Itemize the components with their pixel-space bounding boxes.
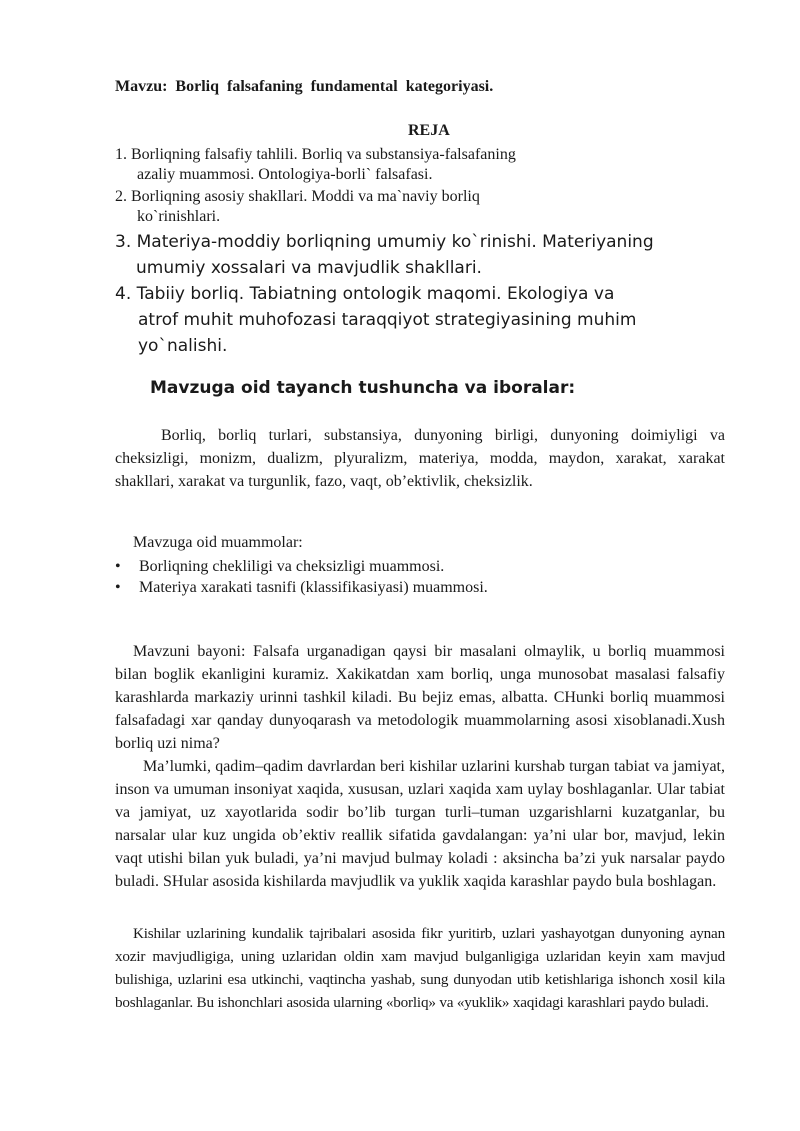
bullet-icon: • (115, 558, 121, 575)
plan-item-2-line2: ko`rinishlari. (137, 208, 221, 225)
problem-text: Borliqning chekliligi va cheksizligi muammosi. (139, 558, 445, 575)
problem-text: Materiya xarakati tasnifi (klassifikasiyasi) muammosi. (139, 579, 488, 596)
plan-item-1 (115, 145, 516, 185)
bullet-icon: • (115, 579, 121, 596)
plan-item-4-line1: 4. Tabiiy borliq. Tabiatning ontologik maqomi. Ekologiya va (115, 284, 615, 304)
plan-heading: REJA (408, 122, 450, 139)
body-paragraph-2: Ma’lumki, qadim–qadim davrlardan beri kishilar uzlarini kurshab turgan tabiat va jamiyat, inson va umuman insoniyat xaqida, xususan, uzlari xaqida xam uylay boshlaganlar. Ular tabiat va jamiyat, uz xayotlarida sodir bo’lib turgan turli–tuman uzgarishlarni kuzatganlar, bu narsalar ular kuz ungida ob’ektiv reallik sifatida gavdalangan: ya’ni ular bor, mavjud, lekin vaqt utishi bilan yuk buladi, ya’ni mavjud bulmay koladi : aksincha ba’zi yuk narsalar paydo buladi. SHular asosida kishilarda mavjudlik va yuklik xaqida karashlar paydo bula boshlagan. (115, 758, 725, 890)
plan-item-4-line2: atrof muhit muhofozasi taraqqiyot strategiyasining muhim (138, 310, 637, 330)
problem-list (115, 556, 488, 598)
plan-item-1-line1: 1. Borliqning falsafiy tahlili. Borliq va substansiya-falsafaning (115, 146, 516, 163)
plan-item-3 (115, 229, 743, 281)
plan-item-2 (115, 187, 480, 227)
key-terms-heading: Mavzuga oid tayanch tushuncha va iboralar: (150, 378, 576, 398)
list-item (115, 577, 488, 598)
plan-item-3-line1: 3. Materiya-moddiy borliqning umumiy ko`rinishi. Materiyaning (115, 232, 654, 252)
document-title: Mavzu: Borliq falsafaning fundamental kategoriyasi. (115, 78, 494, 95)
plan-item-4 (115, 281, 636, 359)
key-terms-text: Borliq, borliq turlari, substansiya, dunyoning birligi, dunyoning doimiyligi va cheksizligi, monizm, dualizm, plyuralizm, materiya, modda, maydon, xarakat, xarakat shakllari, xarakat va turgunlik, fazo, vaqt, ob’ektivlik, cheksizlik. (115, 427, 725, 490)
body-paragraph-1: Mavzuni bayoni: Falsafa urganadigan qaysi bir masalani olmaylik, u borliq muammosi bilan boglik ekanligini kuramiz. Xakikatdan xam borliq, unga munosobat masalasi falsafiy karashlarda markaziy urinni tashkil kiladi. Bu bejiz emas, albatta. CHunki borliq muammosi falsafadagi xar qanday dunyoqarash va metodologik muammolarning asosi xisoblanadi.Xush borliq uzi nima? (115, 643, 725, 752)
plan-item-4-line3: yo`nalishi. (138, 336, 228, 356)
plan-item-1-line2: azaliy muammosi. Ontologiya-borli` falsafasi. (137, 166, 433, 183)
problems-heading: Mavzuga oid muammolar: (133, 534, 303, 551)
plan-item-3-line2: umumiy xossalari va mavjudlik shakllari. (136, 258, 482, 278)
plan-item-2-line1: 2. Borliqning asosiy shakllari. Moddi va ma`naviy borliq (115, 188, 480, 205)
list-item (115, 556, 488, 577)
body-paragraph-3: Kishilar uzlarining kundalik tajribalari asosida fikr yuritirb, uzlari yashayotgan dunyoning aynan xozir mavjudligiga, uning uzlaridan oldin xam mavjud bulganligiga uzlaridan keyin xam mavjud bulishiga, uzlarini esa utkinchi, vaqtincha yashab, sung dunyodan utib ketishlariga ishonch xosil kila boshlaganlar. Bu ishonchlari asosida ularning «borliq» va «yuklik» xaqidagi karashlari paydo buladi. (115, 925, 725, 1011)
